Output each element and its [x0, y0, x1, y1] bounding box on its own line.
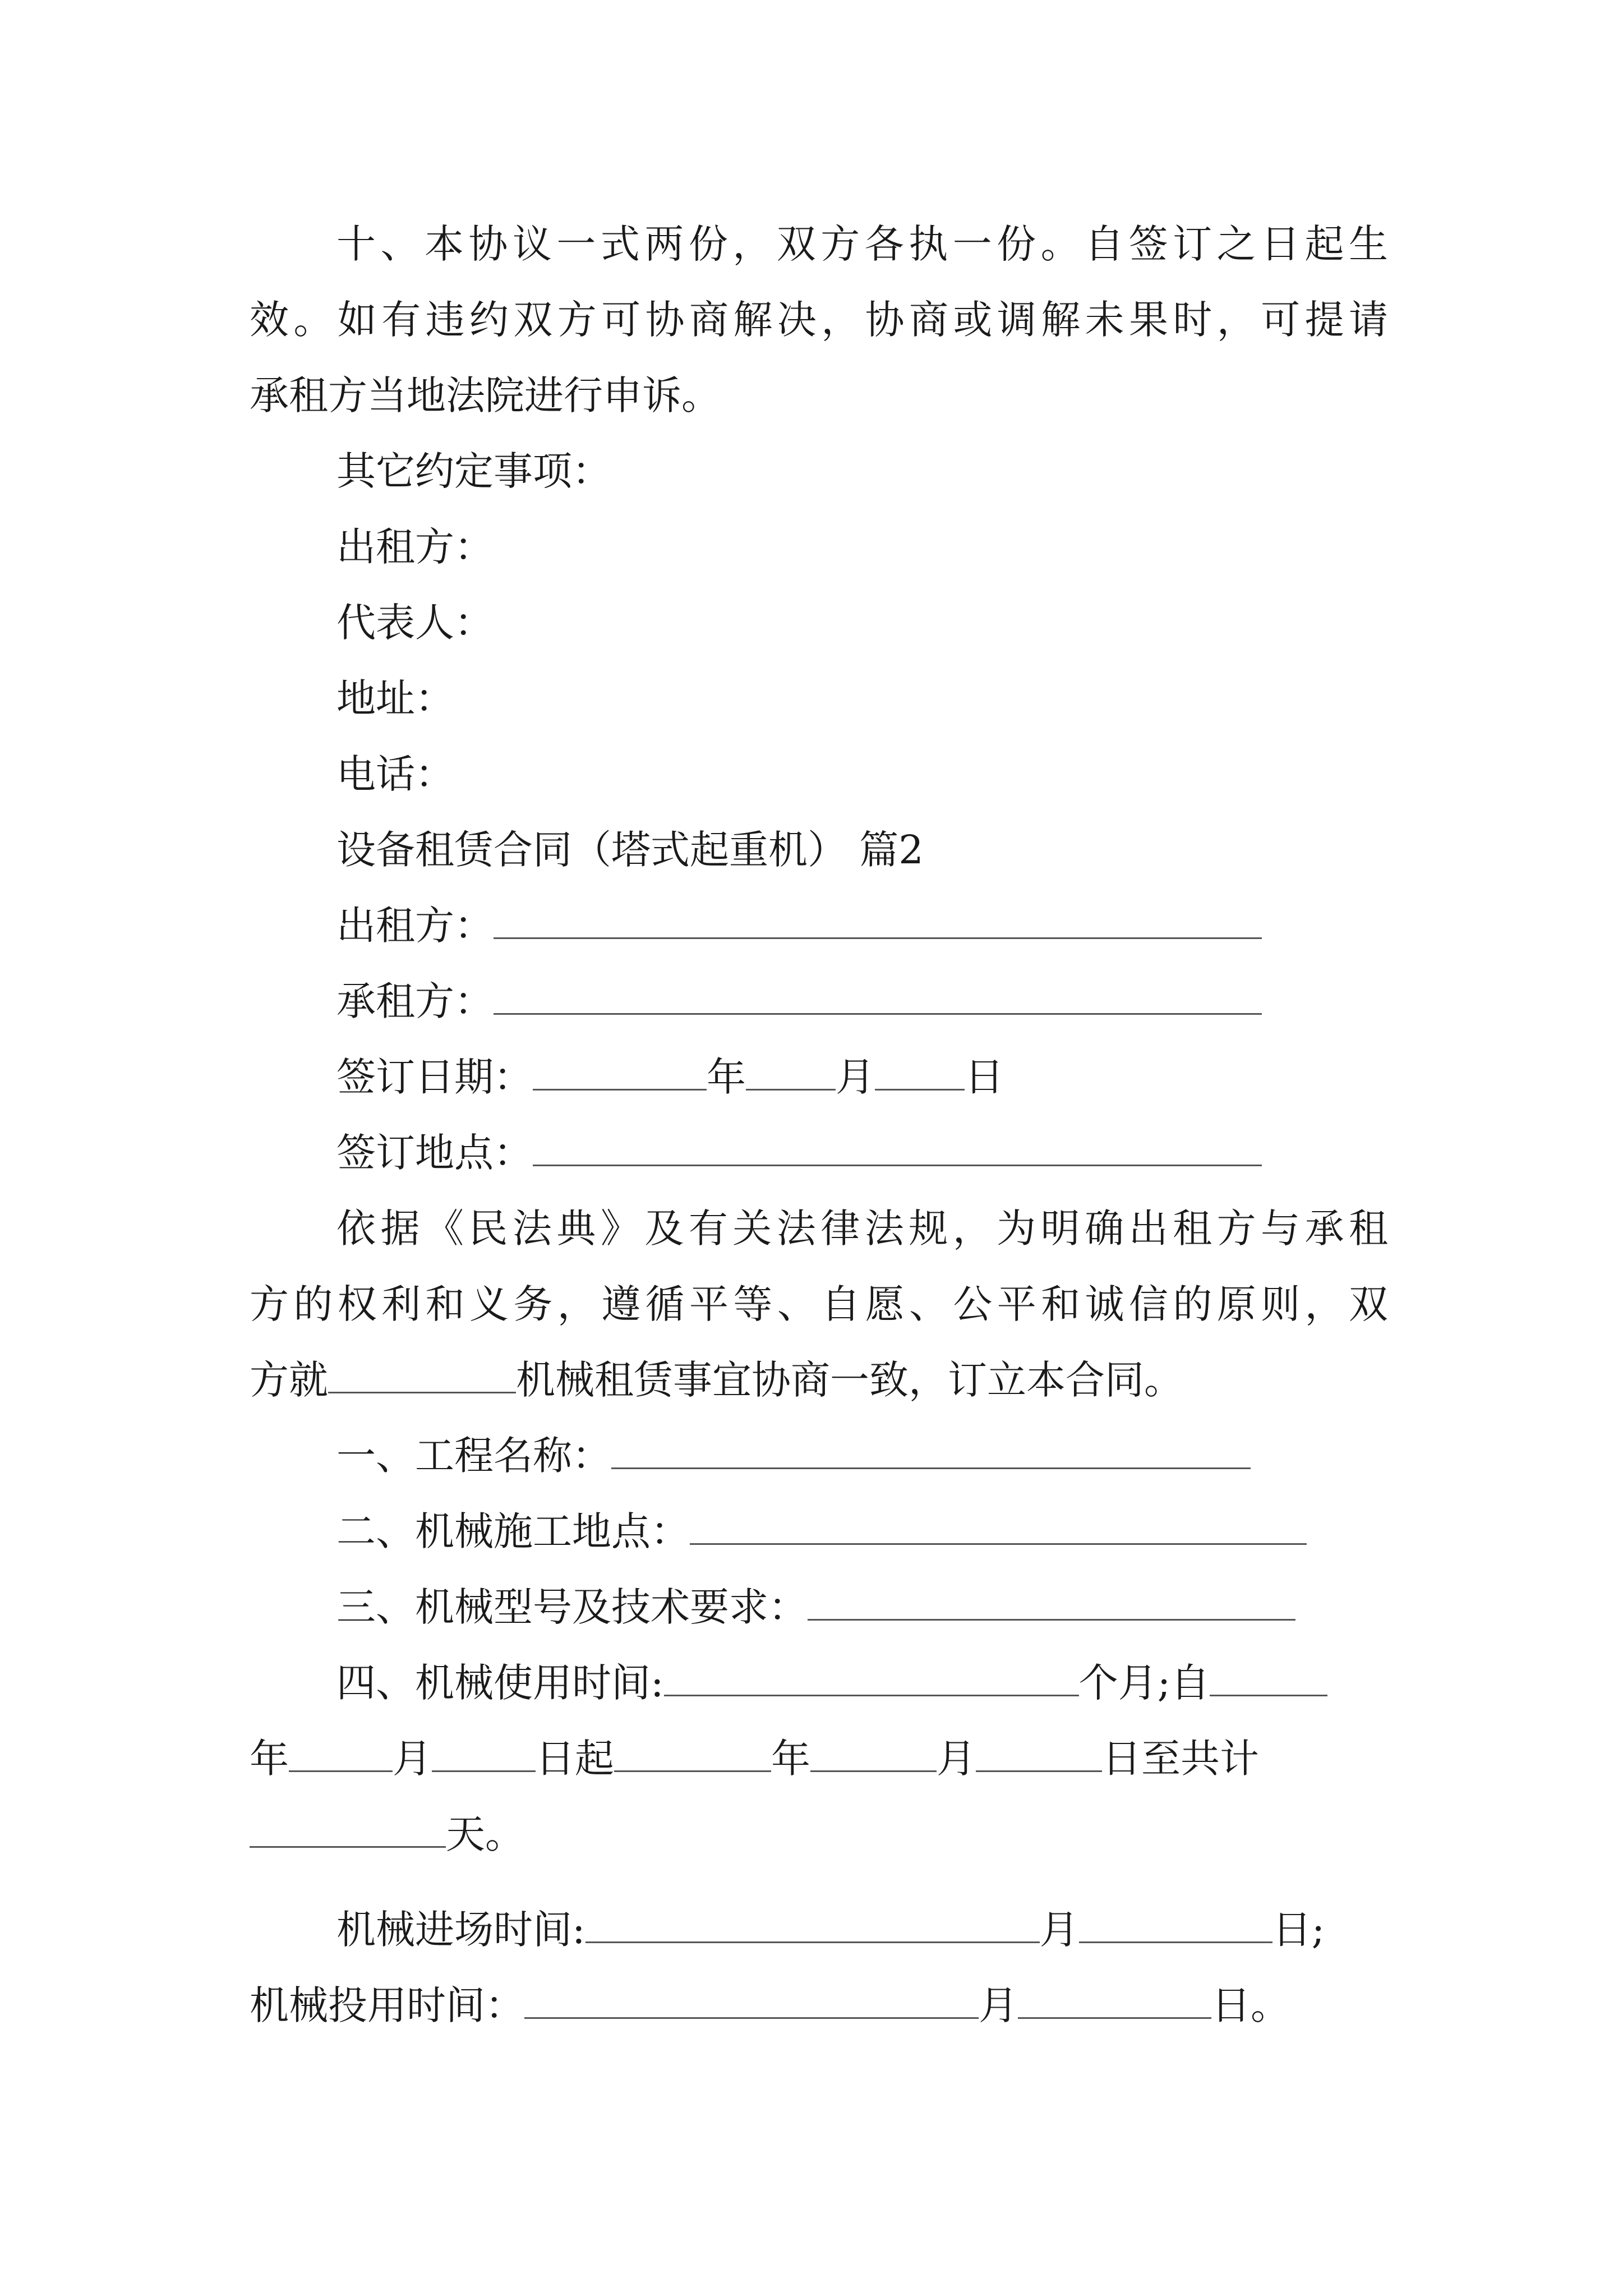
entry-day-blank[interactable]	[1079, 1908, 1272, 1943]
form-lessor-label: 出租方：	[336, 903, 494, 949]
months-from-label: 个月;自	[1078, 1660, 1210, 1706]
project-name-blank[interactable]	[611, 1434, 1251, 1469]
entry-month-blank[interactable]	[585, 1908, 1040, 1943]
entry-day-label: 日;	[1272, 1907, 1325, 1953]
end-month-blank[interactable]	[810, 1737, 937, 1772]
start-month-blank[interactable]	[289, 1737, 393, 1772]
site-label: 二、机械施工地点：	[336, 1508, 690, 1554]
usage-time-label: 四、机械使用时间:	[336, 1660, 664, 1706]
lessee-blank[interactable]	[494, 979, 1262, 1015]
other-items-label: 其它约定事项：	[336, 448, 611, 494]
start-day-label: 日起	[536, 1736, 614, 1782]
usage-time-row-2	[250, 1731, 1388, 1787]
project-name-label: 一、工程名称：	[336, 1433, 611, 1479]
use-month-label: 月	[979, 1982, 1018, 2028]
end-year-label: 年	[771, 1736, 810, 1782]
total-days-blank[interactable]	[250, 1812, 446, 1848]
clause-10-line-1: 十、本协议一式两份，双方各执一份。自签订之日起生	[336, 221, 1388, 267]
usage-months-blank[interactable]	[664, 1661, 1079, 1696]
form-lessee-row	[336, 973, 1388, 1029]
sign-year-blank[interactable]	[533, 1055, 707, 1091]
representative-label: 代表人：	[336, 600, 494, 646]
sign-date-label: 签订日期：	[336, 1054, 533, 1100]
days-label: 天。	[446, 1811, 524, 1857]
machinery-blank[interactable]	[328, 1358, 516, 1393]
form-lessee-label: 承租方：	[336, 978, 494, 1024]
entry-month-label: 月	[1039, 1907, 1079, 1953]
use-day-blank[interactable]	[1018, 1984, 1211, 2019]
end-year-blank[interactable]	[614, 1737, 771, 1772]
preamble-line-2: 方的权利和义务，遵循平等、自愿、公平和诚信的原则，双	[250, 1281, 1388, 1327]
end-day-total-label: 日至共计	[1102, 1736, 1259, 1782]
model-label: 三、机械型号及技术要求：	[336, 1584, 808, 1630]
model-row	[336, 1579, 1388, 1635]
clause-10-line-3: 承租方当地法院进行申诉。	[250, 372, 721, 418]
month-label: 月	[836, 1054, 875, 1100]
sign-place-row	[336, 1125, 1388, 1181]
lessor-blank[interactable]	[494, 904, 1262, 939]
usage-time-row-3	[250, 1806, 1388, 1862]
entry-time-row	[336, 1902, 1388, 1958]
preamble-line-3	[250, 1352, 1388, 1408]
start-month-label: 月	[393, 1736, 432, 1782]
year-label: 年	[707, 1054, 746, 1100]
sign-day-blank[interactable]	[875, 1055, 965, 1091]
model-blank[interactable]	[808, 1585, 1295, 1621]
end-day-blank[interactable]	[976, 1737, 1102, 1772]
sign-place-label: 签订地点：	[336, 1130, 533, 1176]
use-time-row	[250, 1977, 1388, 2033]
preamble-line-3-end: 机械租赁事宜协商一致，订立本合同。	[516, 1357, 1183, 1403]
sign-date-row	[336, 1049, 1388, 1105]
start-year-blank[interactable]	[1210, 1661, 1327, 1696]
preamble-line-1: 依据《民法典》及有关法律法规，为明确出租方与承租	[336, 1205, 1388, 1251]
section-title: 设备租赁合同（塔式起重机） 篇2	[336, 827, 924, 873]
day-label: 日	[965, 1054, 1004, 1100]
use-day-label: 日。	[1211, 1982, 1290, 2028]
site-row	[336, 1503, 1388, 1559]
form-lessor-row	[336, 898, 1388, 954]
site-blank[interactable]	[690, 1510, 1307, 1545]
clause-10-line-2: 效。如有违约双方可协商解决，协商或调解未果时，可提请	[250, 297, 1388, 343]
start-year-label: 年	[250, 1736, 289, 1782]
entry-time-label: 机械进场时间:	[336, 1907, 585, 1953]
address-label: 地址：	[336, 675, 454, 721]
sign-month-blank[interactable]	[746, 1055, 836, 1091]
end-month-label: 月	[937, 1736, 976, 1782]
preamble-line-3-start: 方就	[250, 1357, 328, 1403]
use-time-label: 机械投用时间：	[250, 1982, 524, 2028]
sign-place-blank[interactable]	[533, 1131, 1262, 1166]
usage-time-row-1	[336, 1655, 1388, 1711]
use-month-blank[interactable]	[524, 1984, 979, 2019]
lessor-label: 出租方：	[336, 524, 494, 570]
start-day-blank[interactable]	[432, 1737, 536, 1772]
phone-label: 电话：	[336, 751, 454, 797]
project-name-row	[336, 1428, 1388, 1484]
